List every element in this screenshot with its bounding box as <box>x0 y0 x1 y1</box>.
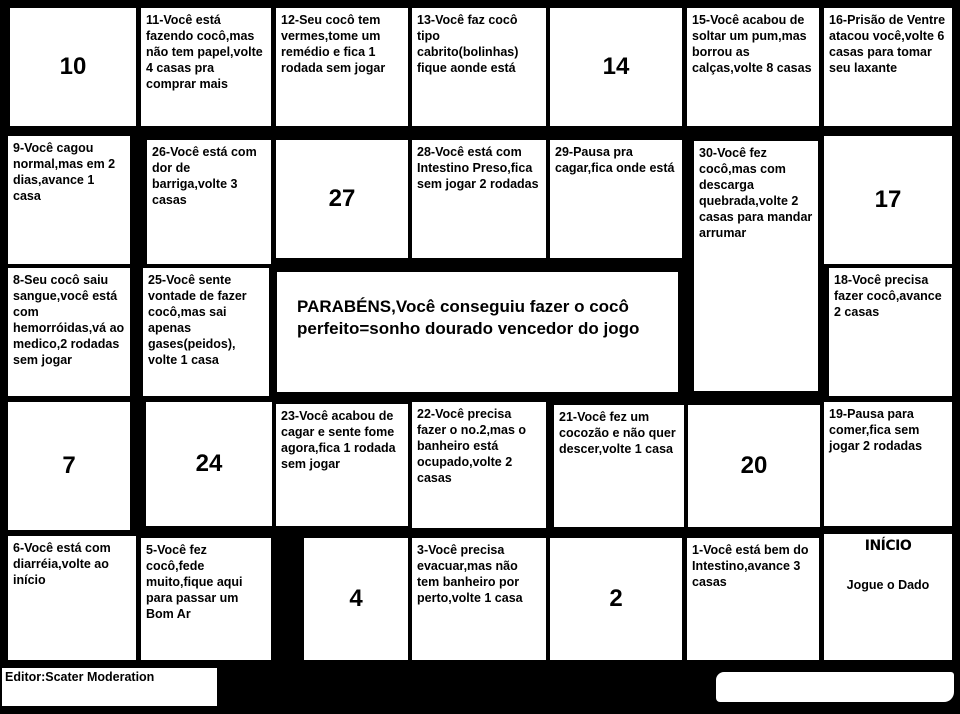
editor-credit <box>2 668 217 706</box>
space-instruction: 9-Você cagou normal,mas em 2 dias,avance 1 casa <box>13 141 116 203</box>
space-instruction: 30-Você fez cocô,mas com descarga quebrada,volte 2 casas para mandar arrumar <box>699 146 813 240</box>
space-instruction: 25-Você sente vontade de fazer cocô,mas sai apenas gases(peidos), volte 1 casa <box>148 273 247 367</box>
space-number: 4 <box>349 585 363 612</box>
start-instruction: Jogue o Dado <box>846 578 930 592</box>
board-space-21 <box>554 405 684 527</box>
space-instruction: 12-Seu cocô tem vermes,tome um remédio e fica 1 rodada sem jogar <box>281 13 386 75</box>
space-instruction: 18-Você precisa fazer cocô,avance 2 casas <box>834 273 942 319</box>
space-number: 17 <box>874 186 902 213</box>
board-space-27 <box>276 140 408 258</box>
space-instruction: 19-Pausa para comer,fica sem jogar 2 rodadas <box>829 407 923 453</box>
space-instruction: 1-Você está bem do Intestino,avance 3 casas <box>692 543 809 589</box>
space-instruction: 16-Prisão de Ventre atacou você,volte 6 casas para tomar seu laxante <box>829 13 946 75</box>
space-instruction: 11-Você está fazendo cocô,mas não tem papel,volte 4 casas pra comprar mais <box>146 13 263 91</box>
space-number: 20 <box>740 452 768 479</box>
board-space-10 <box>10 8 136 126</box>
space-number: 24 <box>195 450 223 477</box>
board-space-26 <box>147 140 271 264</box>
board-space-7 <box>8 402 130 530</box>
board-space-22 <box>412 402 546 528</box>
space-number: 10 <box>59 53 87 80</box>
space-instruction: 21-Você fez um cocozão e não quer descer,volte 1 casa <box>559 410 676 456</box>
board-space-3 <box>412 538 546 660</box>
space-instruction: 28-Você está com Intestino Preso,fica sem jogar 2 rodadas <box>417 145 539 191</box>
board-space-15 <box>687 8 819 126</box>
board-space-16 <box>824 8 952 126</box>
space-number: 7 <box>62 452 76 479</box>
board-space-6 <box>8 536 136 660</box>
board-space-30 <box>694 141 818 391</box>
winner-message: PARABÉNS,Você conseguiu fazer o cocô perfeito=sonho dourado vencedor do jogo <box>297 297 640 338</box>
white-scrap-mark <box>716 672 954 702</box>
board-space-4 <box>304 538 408 660</box>
board-space-18 <box>829 268 952 396</box>
board-space-1 <box>687 538 819 660</box>
space-instruction: 23-Você acabou de cagar e sente fome agora,fica 1 rodada sem jogar <box>281 409 396 471</box>
space-instruction: 8-Seu cocô saiu sangue,você está com hemorróidas,vá ao medico,2 rodadas sem jogar <box>13 273 125 367</box>
space-instruction: 3-Você precisa evacuar,mas não tem banheiro por perto,volte 1 casa <box>417 543 523 605</box>
space-number: 14 <box>602 53 630 80</box>
space-instruction: 29-Pausa pra cagar,fica onde está <box>555 145 675 175</box>
board-space-9 <box>8 136 130 264</box>
board-space-29 <box>550 140 682 258</box>
editor-credit-text: Editor:Scater Moderation <box>5 670 155 684</box>
space-instruction: 26-Você está com dor de barriga,volte 3 casas <box>152 145 257 207</box>
space-instruction: 13-Você faz cocô tipo cabrito(bolinhas) fique aonde está <box>417 13 519 75</box>
board-space-14 <box>550 8 682 126</box>
board-space-25 <box>143 268 269 396</box>
board-space-28 <box>412 140 546 258</box>
space-instruction: 15-Você acabou de soltar um pum,mas borrou as calças,volte 8 casas <box>692 13 812 75</box>
start-title: INÍCIO <box>864 538 912 554</box>
space-instruction: 6-Você está com diarréia,volte ao início <box>13 541 111 587</box>
start-space <box>824 534 952 660</box>
space-instruction: 5-Você fez cocô,fede muito,fique aqui para passar um Bom Ar <box>146 543 243 621</box>
space-instruction: 22-Você precisa fazer o no.2,mas o banheiro está ocupado,volte 2 casas <box>417 407 527 485</box>
board-space-13 <box>412 8 546 126</box>
board-space-24 <box>146 402 272 526</box>
board-space-17 <box>824 136 952 264</box>
board-space-8 <box>8 268 130 396</box>
board-space-12 <box>276 8 408 126</box>
board-space-11 <box>141 8 271 126</box>
board-space-19 <box>824 402 952 526</box>
board-space-23 <box>276 404 408 526</box>
board-space-5 <box>141 538 271 660</box>
winner-message-box <box>277 272 678 392</box>
board-space-2 <box>550 538 682 660</box>
board-space-20 <box>688 405 820 527</box>
space-number: 27 <box>328 185 356 212</box>
space-number: 2 <box>609 585 623 612</box>
